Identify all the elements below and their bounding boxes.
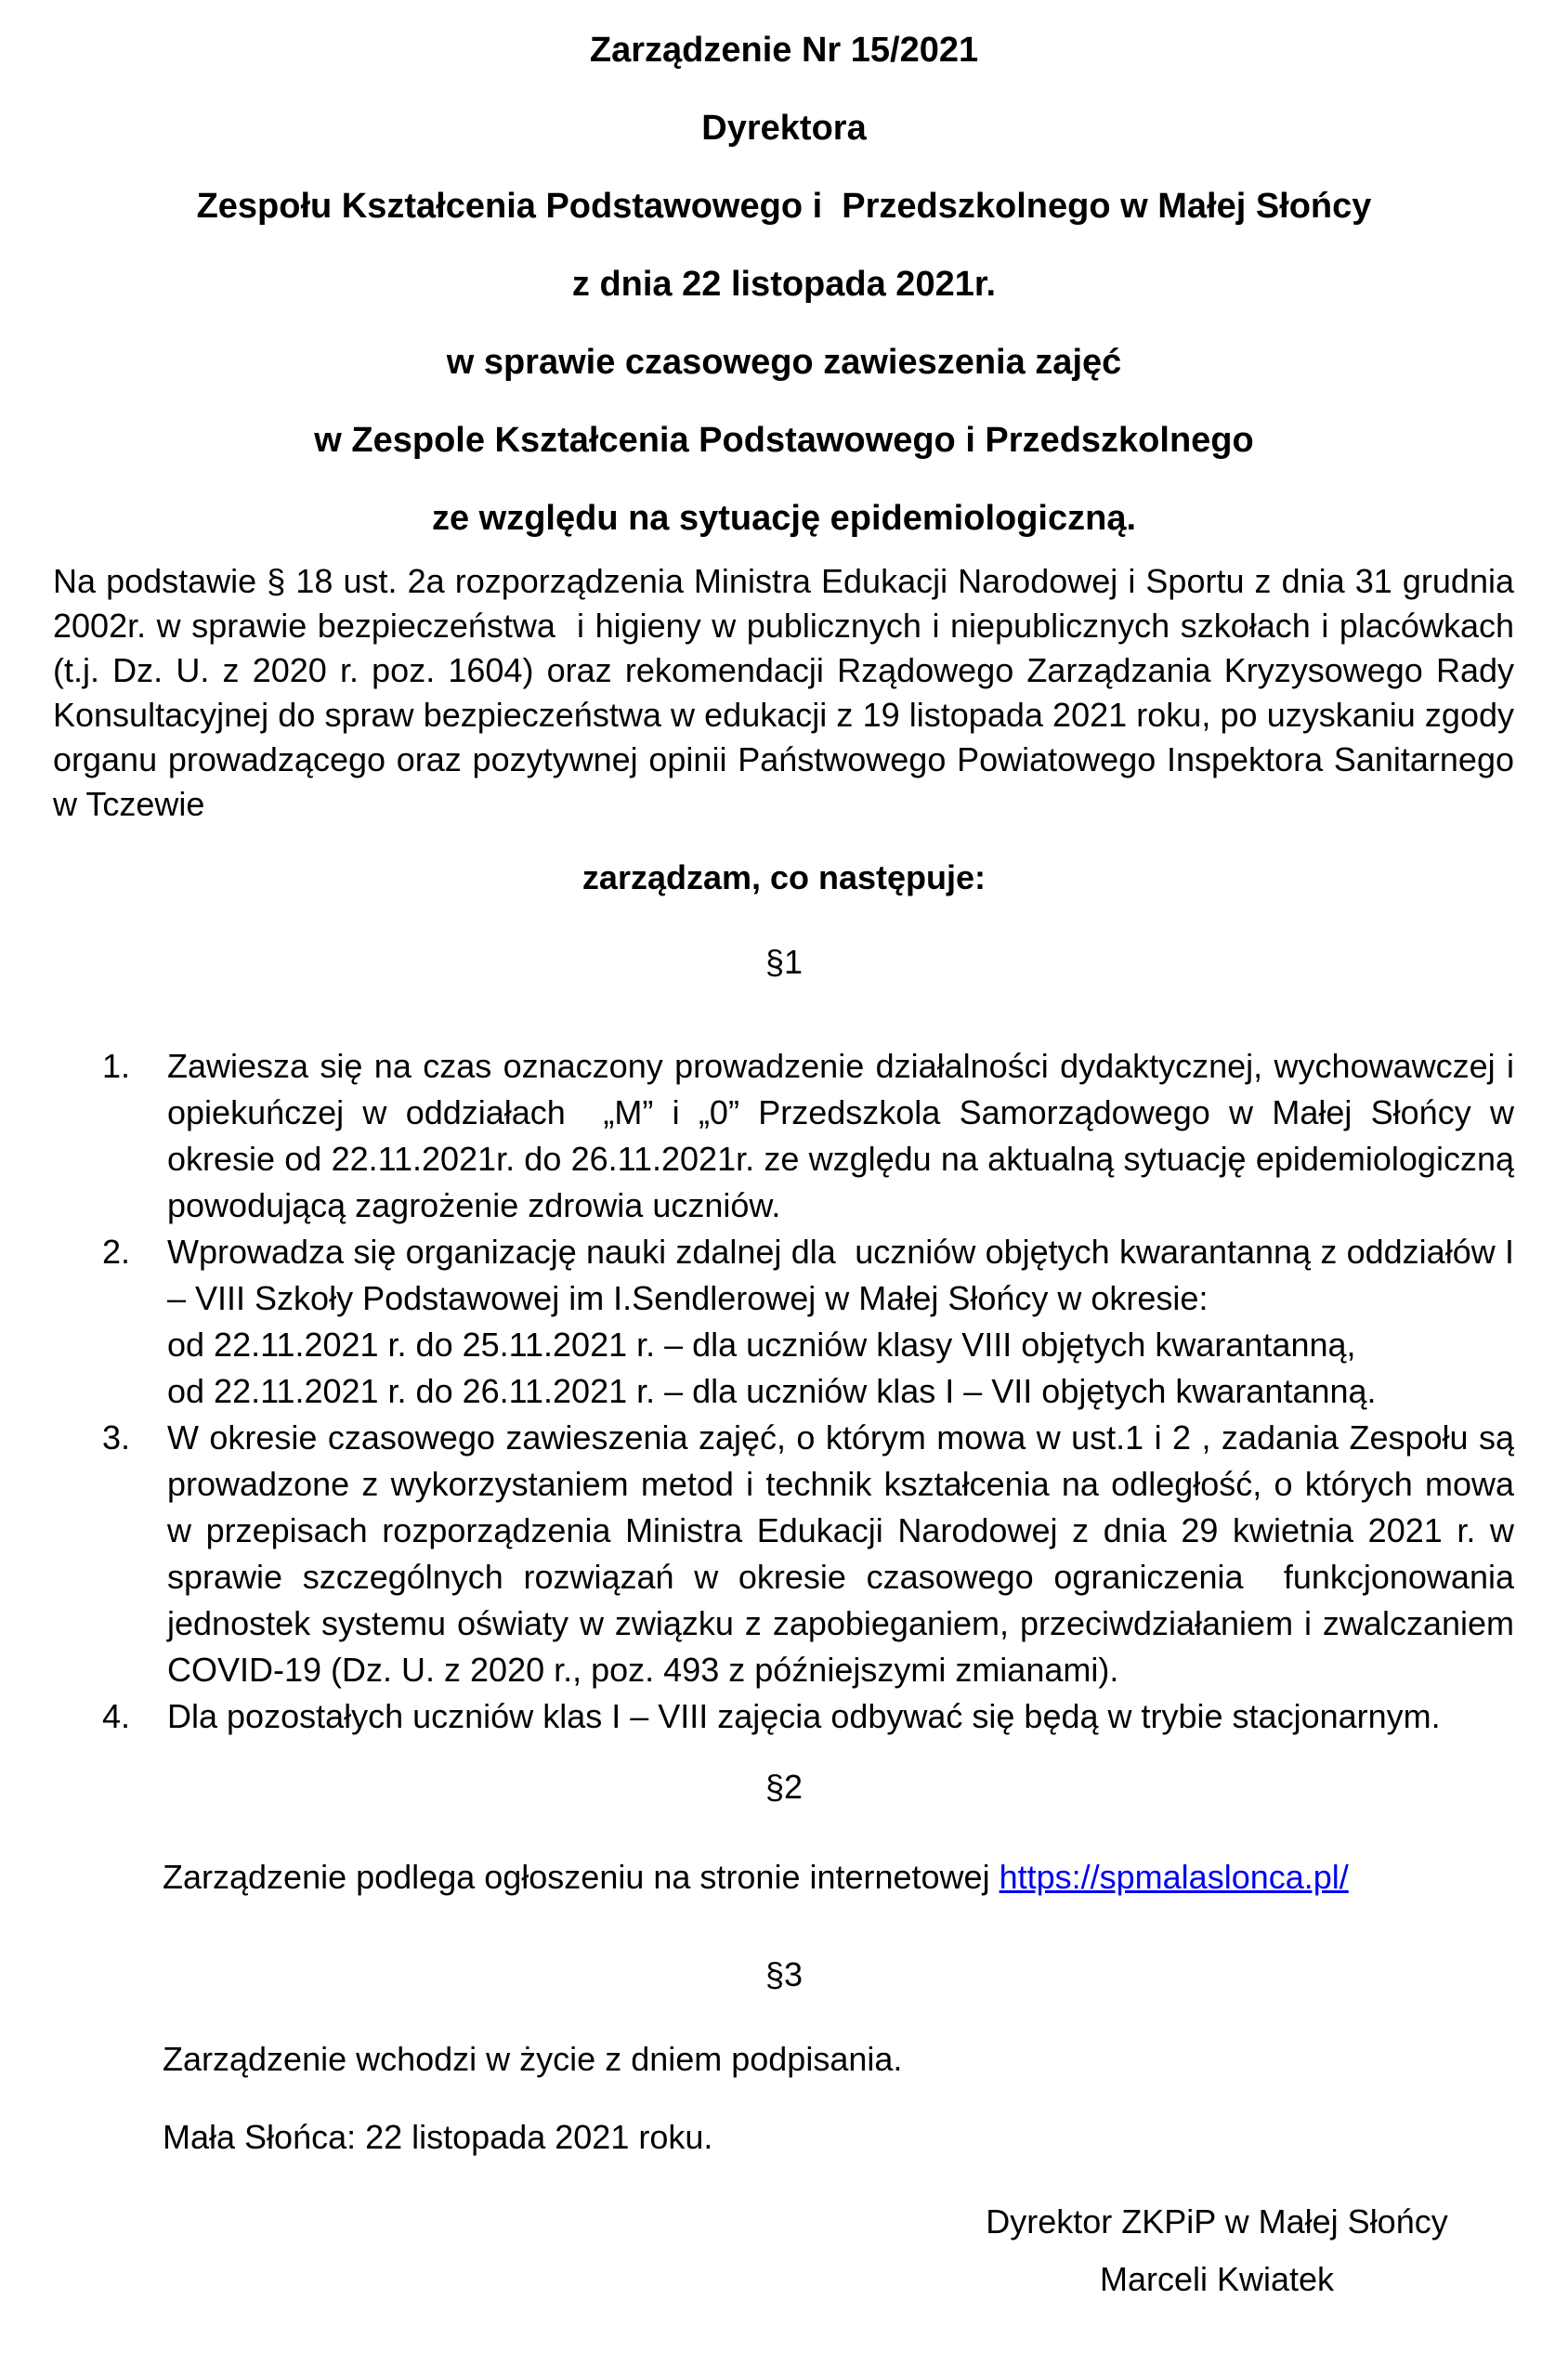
list-item-text [167, 1693, 1514, 1740]
signature-name: Marceli Kwiatek [1099, 2260, 1335, 2298]
list-item-number: 4. [102, 1697, 131, 1735]
list-item [102, 1043, 1514, 1229]
list-item-line: Zawiesza się na czas oznaczony prowadzenie działalności dydaktycznej, wychowawczej i opiekuńczej w oddziałach „M” i „0” Przedszkola Samorządowego w Małej Słońcy w okresie od 22.11.2021r. do 26.11.2021r. ze względu na aktualną sytuację epidemiologiczną powodującą zagrożenie zdrowia uczniów. [167, 1047, 1514, 1224]
effective-date-paragraph: Zarządzenie wchodzi w życie z dniem podpisania. [163, 2040, 903, 2078]
list-item [102, 1693, 1514, 1740]
list-item-number: 1. [102, 1047, 131, 1085]
publication-text: Zarządzenie podlega ogłoszeniu na stronie internetowej [163, 1858, 1000, 1896]
list-item-line: Dla pozostałych uczniów klas I – VIII zajęcia odbywać się będą w trybie stacjonarnym. [167, 1697, 1441, 1735]
list-item-number: 2. [102, 1233, 131, 1271]
list-item-line: Wprowadza się organizację nauki zdalnej dla uczniów objętych kwarantanną z oddziałów I – VIII Szkoły Podstawowej im I.Sendlerowej w Małej Słońcy w okresie: [167, 1233, 1514, 1317]
list-item-line: W okresie czasowego zawieszenia zajęć, o którym mowa w ust.1 i 2 , zadania Zespołu są prowadzone z wykorzystaniem metod i technik kształcenia na odległość, o których mowa w przepisach rozporządzenia Ministra Edukacji Narodowej z dnia 29 kwietnia 2021 r. w sprawie szczególnych rozwiązań w okresie czasowego ograniczenia funkcjonowania jednostek systemu oświaty w związku z zapobieganiem, przeciwdziałaniem i zwalczaniem COVID-19 (Dz. U. z 2020 r., poz. 493 z późniejszymi zmianami). [167, 1418, 1514, 1689]
signature-title: Dyrektor ZKPiP w Małej Słońcy [986, 2202, 1448, 2241]
document-title-line: Zarządzenie Nr 15/2021 [589, 31, 979, 70]
document-title-line: ze względu na sytuację epidemiologiczną. [431, 499, 1137, 538]
list-item-text [167, 1415, 1514, 1693]
place-date-line: Mała Słońca: 22 listopada 2021 roku. [163, 2118, 713, 2156]
document-title-line: Dyrektora [701, 109, 867, 148]
list-item-text [167, 1229, 1514, 1415]
document-title-line: Zespołu Kształcenia Podstawowego i Przedszkolnego w Małej Słońcy [196, 187, 1372, 226]
section-3-heading: §3 [764, 1955, 804, 1993]
document-title-line: w Zespole Kształcenia Podstawowego i Przedszkolnego [314, 421, 1254, 460]
legal-basis-paragraph: Na podstawie § 18 ust. 2a rozporządzenia Ministra Edukacji Narodowej i Sportu z dnia 31 grudnia 2002r. w sprawie bezpieczeństwa i higieny w publicznych i niepublicznych szkołach i placówkach (t.j. Dz. U. z 2020 r. poz. 1604) oraz rekomendacji Rządowego Zarządzania Kryzysowego Rady Konsultacyjnej do spraw bezpieczeństwa w edukacji z 19 listopada 2021 roku, po uzyskaniu zgody organu prowadzącego oraz pozytywnej opinii Państwowego Powiatowego Inspektora Sanitarnego w Tczewie [53, 562, 1514, 823]
section-1-heading: §1 [764, 943, 804, 981]
publication-paragraph [163, 1855, 1514, 1900]
document-title-line: w sprawie czasowego zawieszenia zajęć [446, 343, 1122, 382]
list-item [102, 1415, 1514, 1693]
list-item-line: od 22.11.2021 r. do 26.11.2021 r. – dla uczniów klas I – VII objętych kwarantanną. [167, 1372, 1377, 1410]
signature-block [966, 2193, 1468, 2308]
list-item-line: od 22.11.2021 r. do 25.11.2021 r. – dla uczniów klasy VIII objętych kwarantanną, [167, 1326, 1356, 1364]
list-item-number: 3. [102, 1418, 131, 1457]
decree-intro: zarządzam, co następuje: [581, 858, 987, 896]
document-header [0, 11, 1568, 557]
section-2-heading: §2 [764, 1768, 804, 1806]
website-link[interactable]: https://spmalaslonca.pl/ [999, 1858, 1349, 1896]
document-title-line: z dnia 22 listopada 2021r. [571, 265, 997, 304]
ordered-list [0, 1043, 1568, 1740]
list-item [102, 1229, 1514, 1415]
list-item-text [167, 1043, 1514, 1229]
